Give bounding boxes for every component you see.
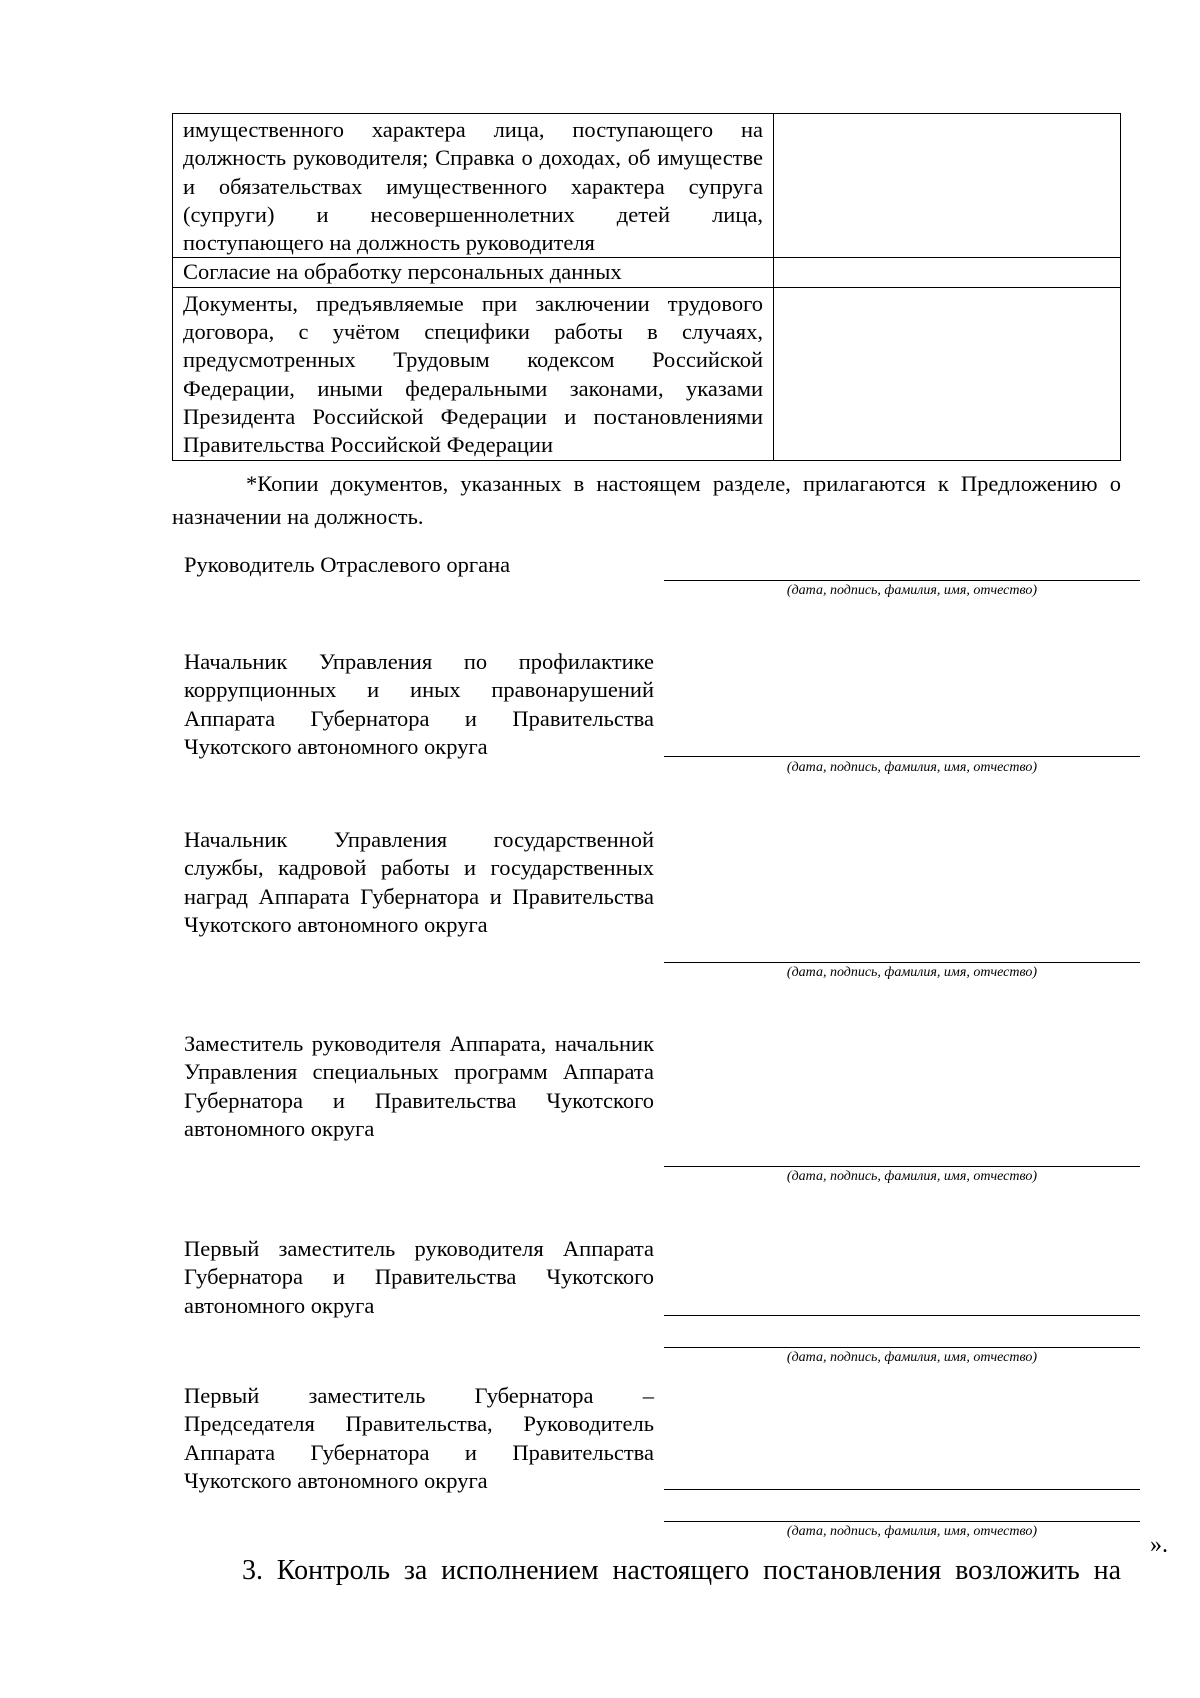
- signatory-title: Руководитель Отраслевого органа: [184, 552, 511, 577]
- table-cell-document: [173, 287, 774, 460]
- signatory-title: Заместитель руководителя Аппарата, начальник Управления специальных программ Аппарата Губернатора и Правительства Чукотского автономного округа: [184, 1031, 654, 1141]
- signature-line: [664, 1489, 1140, 1490]
- table-row: [173, 114, 1121, 258]
- document-name: Документы, предъявляемые при заключении трудового договора, с учётом специфики работы в случаях, предусмотренных Трудовым кодексом Российской Федерации, иными федеральными законами, указами Президента Российской Федерации и постановлениями Правительства Российской Федерации: [183, 290, 763, 458]
- closing-quote: ».: [1150, 1532, 1168, 1558]
- signatory-title: Начальник Управления по профилактике коррупционных и иных правонарушений Аппарата Губернатора и Правительства Чукотского автономного округа: [184, 649, 654, 759]
- signature-line: [664, 756, 1140, 757]
- signature-line: [664, 1521, 1140, 1522]
- final-paragraph: 3. Контроль за исполнением настоящего постановления возложить на: [242, 1555, 1121, 1586]
- document-name: имущественного характера лица, поступающего на должность руководителя; Справка о доходах, об имуществе и обязательствах имущественного характера супруга (супруги) и несовершеннолетних детей лица, поступающего на должность руководителя: [183, 117, 763, 256]
- documents-table: [172, 113, 1121, 461]
- signature-caption: (дата, подпись, фамилия, имя, отчество): [786, 965, 1038, 980]
- signature-line: [664, 580, 1140, 581]
- signature-line: [664, 1166, 1140, 1167]
- signature-caption: (дата, подпись, фамилия, имя, отчество): [786, 1350, 1038, 1365]
- signatory-title: Первый заместитель Губернатора – Председателя Правительства, Руководитель Аппарата Губернатора и Правительства Чукотского автономного округа: [184, 1383, 654, 1493]
- signature-line: [664, 962, 1140, 963]
- signature-line: [664, 1347, 1140, 1348]
- signature-caption: (дата, подпись, фамилия, имя, отчество): [786, 583, 1038, 598]
- table-row: [173, 258, 1121, 287]
- footnote: *Копии документов, указанных в настоящем разделе, прилагаются к Предложению о назначении на должность.: [172, 471, 1121, 529]
- table-cell-document: [173, 114, 774, 258]
- signatory-title: Первый заместитель руководителя Аппарата Губернатора и Правительства Чукотского автономного округа: [184, 1236, 654, 1318]
- signature-line: [664, 1315, 1140, 1316]
- signature-caption: (дата, подпись, фамилия, имя, отчество): [786, 1169, 1038, 1184]
- document-name: Согласие на обработку персональных данных: [183, 259, 622, 285]
- signatory-title: Начальник Управления государственной службы, кадровой работы и государственных наград Аппарата Губернатора и Правительства Чукотского автономного округа: [184, 827, 654, 937]
- signature-caption: (дата, подпись, фамилия, имя, отчество): [786, 1524, 1038, 1539]
- table-cell-document: [173, 258, 774, 287]
- table-cell-value: [774, 287, 1121, 460]
- signature-caption: (дата, подпись, фамилия, имя, отчество): [786, 760, 1038, 775]
- table-row: [173, 287, 1121, 460]
- table-cell-value: [774, 114, 1121, 258]
- table-cell-value: [774, 258, 1121, 287]
